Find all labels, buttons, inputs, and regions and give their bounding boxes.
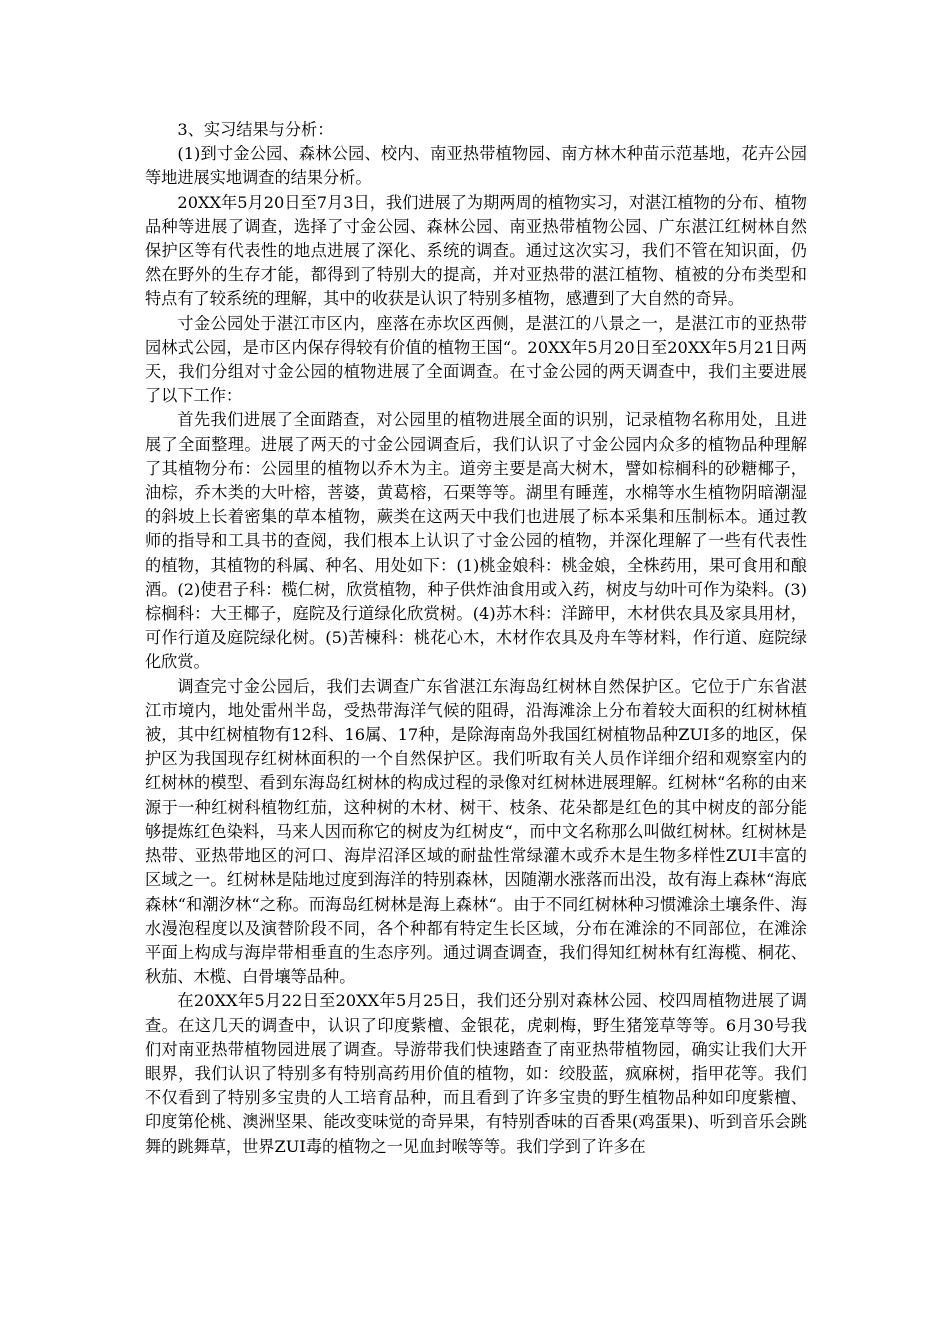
document-body [145,118,807,1159]
paragraph: 寸金公园处于湛江市区内，座落在赤坎区西侧，是湛江的八景之一，是湛江市的亚热带园林式公园，是市区内保存得较有价值的植物王国“。20XX年5月20日至20XX年5月21日两天，我们分组对寸金公园的植物进展了全面调查。在寸金公园的两天调查中，我们主要进展了以下工作： [145,313,807,406]
paragraph: 调查完寸金公园后，我们去调查广东省湛江东海岛红树林自然保护区。它位于广东省湛江市境内，地处雷州半岛，受热带海洋气候的阻碍，沿海滩涂上分布着较大面积的红树林植被，其中红树植物有12科、16属、17种，是除海南岛外我国红树植物品种ZUI多的地区，保护区为我国现存红树林面积的一个自然保护区。我们听取有关人员作详细介绍和观察室内的红树林的模型、看到东海岛红树林的构成过程的录像对红树林进展理解。红树林“名称的由来源于一种红树科植物红茄，这种树的木材、树干、枝条、花朵都是红色的其中树皮的部分能够提炼红色染料，马来人因而称它的树皮为红树皮“，而中文名称那么叫做红树林。红树林是热带、亚热带地区的河口、海岸沼泽区域的耐盐性常绿灌木或乔木是生物多样性ZUI丰富的区域之一。红树林是陆地过度到海洋的特别森林，因随潮水涨落而出没，故有海上森林“海底森林“和潮汐林“之称。而海岛红树林是海上森林“。由于不同红树林种习惯滩涂土壤条件、海水漫泡程度以及演替阶段不同，各个种都有特定生长区域，分布在滩涂的不同部位，在滩涂平面上构成与海岸带相垂直的生态序列。通过调查调查，我们得知红树林有红海榄、桐花、秋茄、木榄、白骨壤等品种。 [145,676,807,987]
paragraph: 在20XX年5月22日至20XX年5月25日，我们还分别对森林公园、校四周植物进展了调查。在这几天的调查中，认识了印度紫檀、金银花，虎刺梅，野生猪笼草等等。6月30号我们对南亚热带植物园进展了调查。导游带我们快速踏查了南亚热带植物园，确实让我们大开眼界，我们认识了特别多有特别高药用价值的植物，如：绞股蓝，疯麻树，指甲花等。我们不仅看到了特别多宝贵的人工培育品种，而且看到了许多宝贵的野生植物品种如印度紫檀、印度第伦桃、澳洲坚果、能改变味觉的奇异果，有特别香味的百香果(鸡蛋果)、听到音乐会跳舞的跳舞草，世界ZUI毒的植物之一见血封喉等等。我们学到了许多在 [145,991,807,1156]
paragraph: 首先我们进展了全面踏查，对公园里的植物进展全面的识别，记录植物名称用处，且进展了全面整理。进展了两天的寸金公园调查后，我们认识了寸金公园内众多的植物品种理解了其植物分布：公园里的植物以乔木为主。道旁主要是高大树木，譬如棕榈科的砂糖椰子，油棕，乔木类的大叶榕，菩婆，黄葛榕，石栗等等。湖里有睡莲，水棉等水生植物阴暗潮湿的斜坡上长着密集的草本植物，蕨类在这两天中我们也进展了标本采集和压制标本。通过教师的指导和工具书的查阅，我们根本上认识了寸金公园的植物，并深化理解了一些有代表性的植物，其植物的科属、种名、用处如下：(1)桃金娘科：桃金娘，全株药用，果可食用和酿酒。(2)使君子科：榄仁树，欣赏植物，种子供炸油食用或入药，树皮与幼叶可作为染料。(3)棕榈科：大王椰子，庭院及行道绿化欣赏树。(4)苏木科：洋蹄甲，木材供农具及家具用材，可作行道及庭院绿化树。(5)苦楝科：桃花心木，木材作农具及舟车等材料，作行道、庭院绿化欣赏。 [145,410,807,672]
paragraph: (1)到寸金公园、森林公园、校内、南亚热带植物园、南方林木种苗示范基地，花卉公园等地进展实地调查的结果分析。 [145,144,807,188]
paragraph: 20XX年5月20日至7月3日，我们进展了为期两周的植物实习，对湛江植物的分布、植物品种等进展了调查，选择了寸金公园、森林公园、南亚热带植物公园、广东湛江红树林自然保护区等有代表性的地点进展了深化、系统的调查。通过这次实习，我们不管在知识面，仍然在野外的生存才能，都得到了特别大的提高，并对亚热带的湛江植物、植被的分布类型和特点有了较系统的理解，其中的收获是认识了特别多植物，感遭到了大自然的奇异。 [145,192,807,309]
section-heading: 3、实习结果与分析： [177,120,334,139]
